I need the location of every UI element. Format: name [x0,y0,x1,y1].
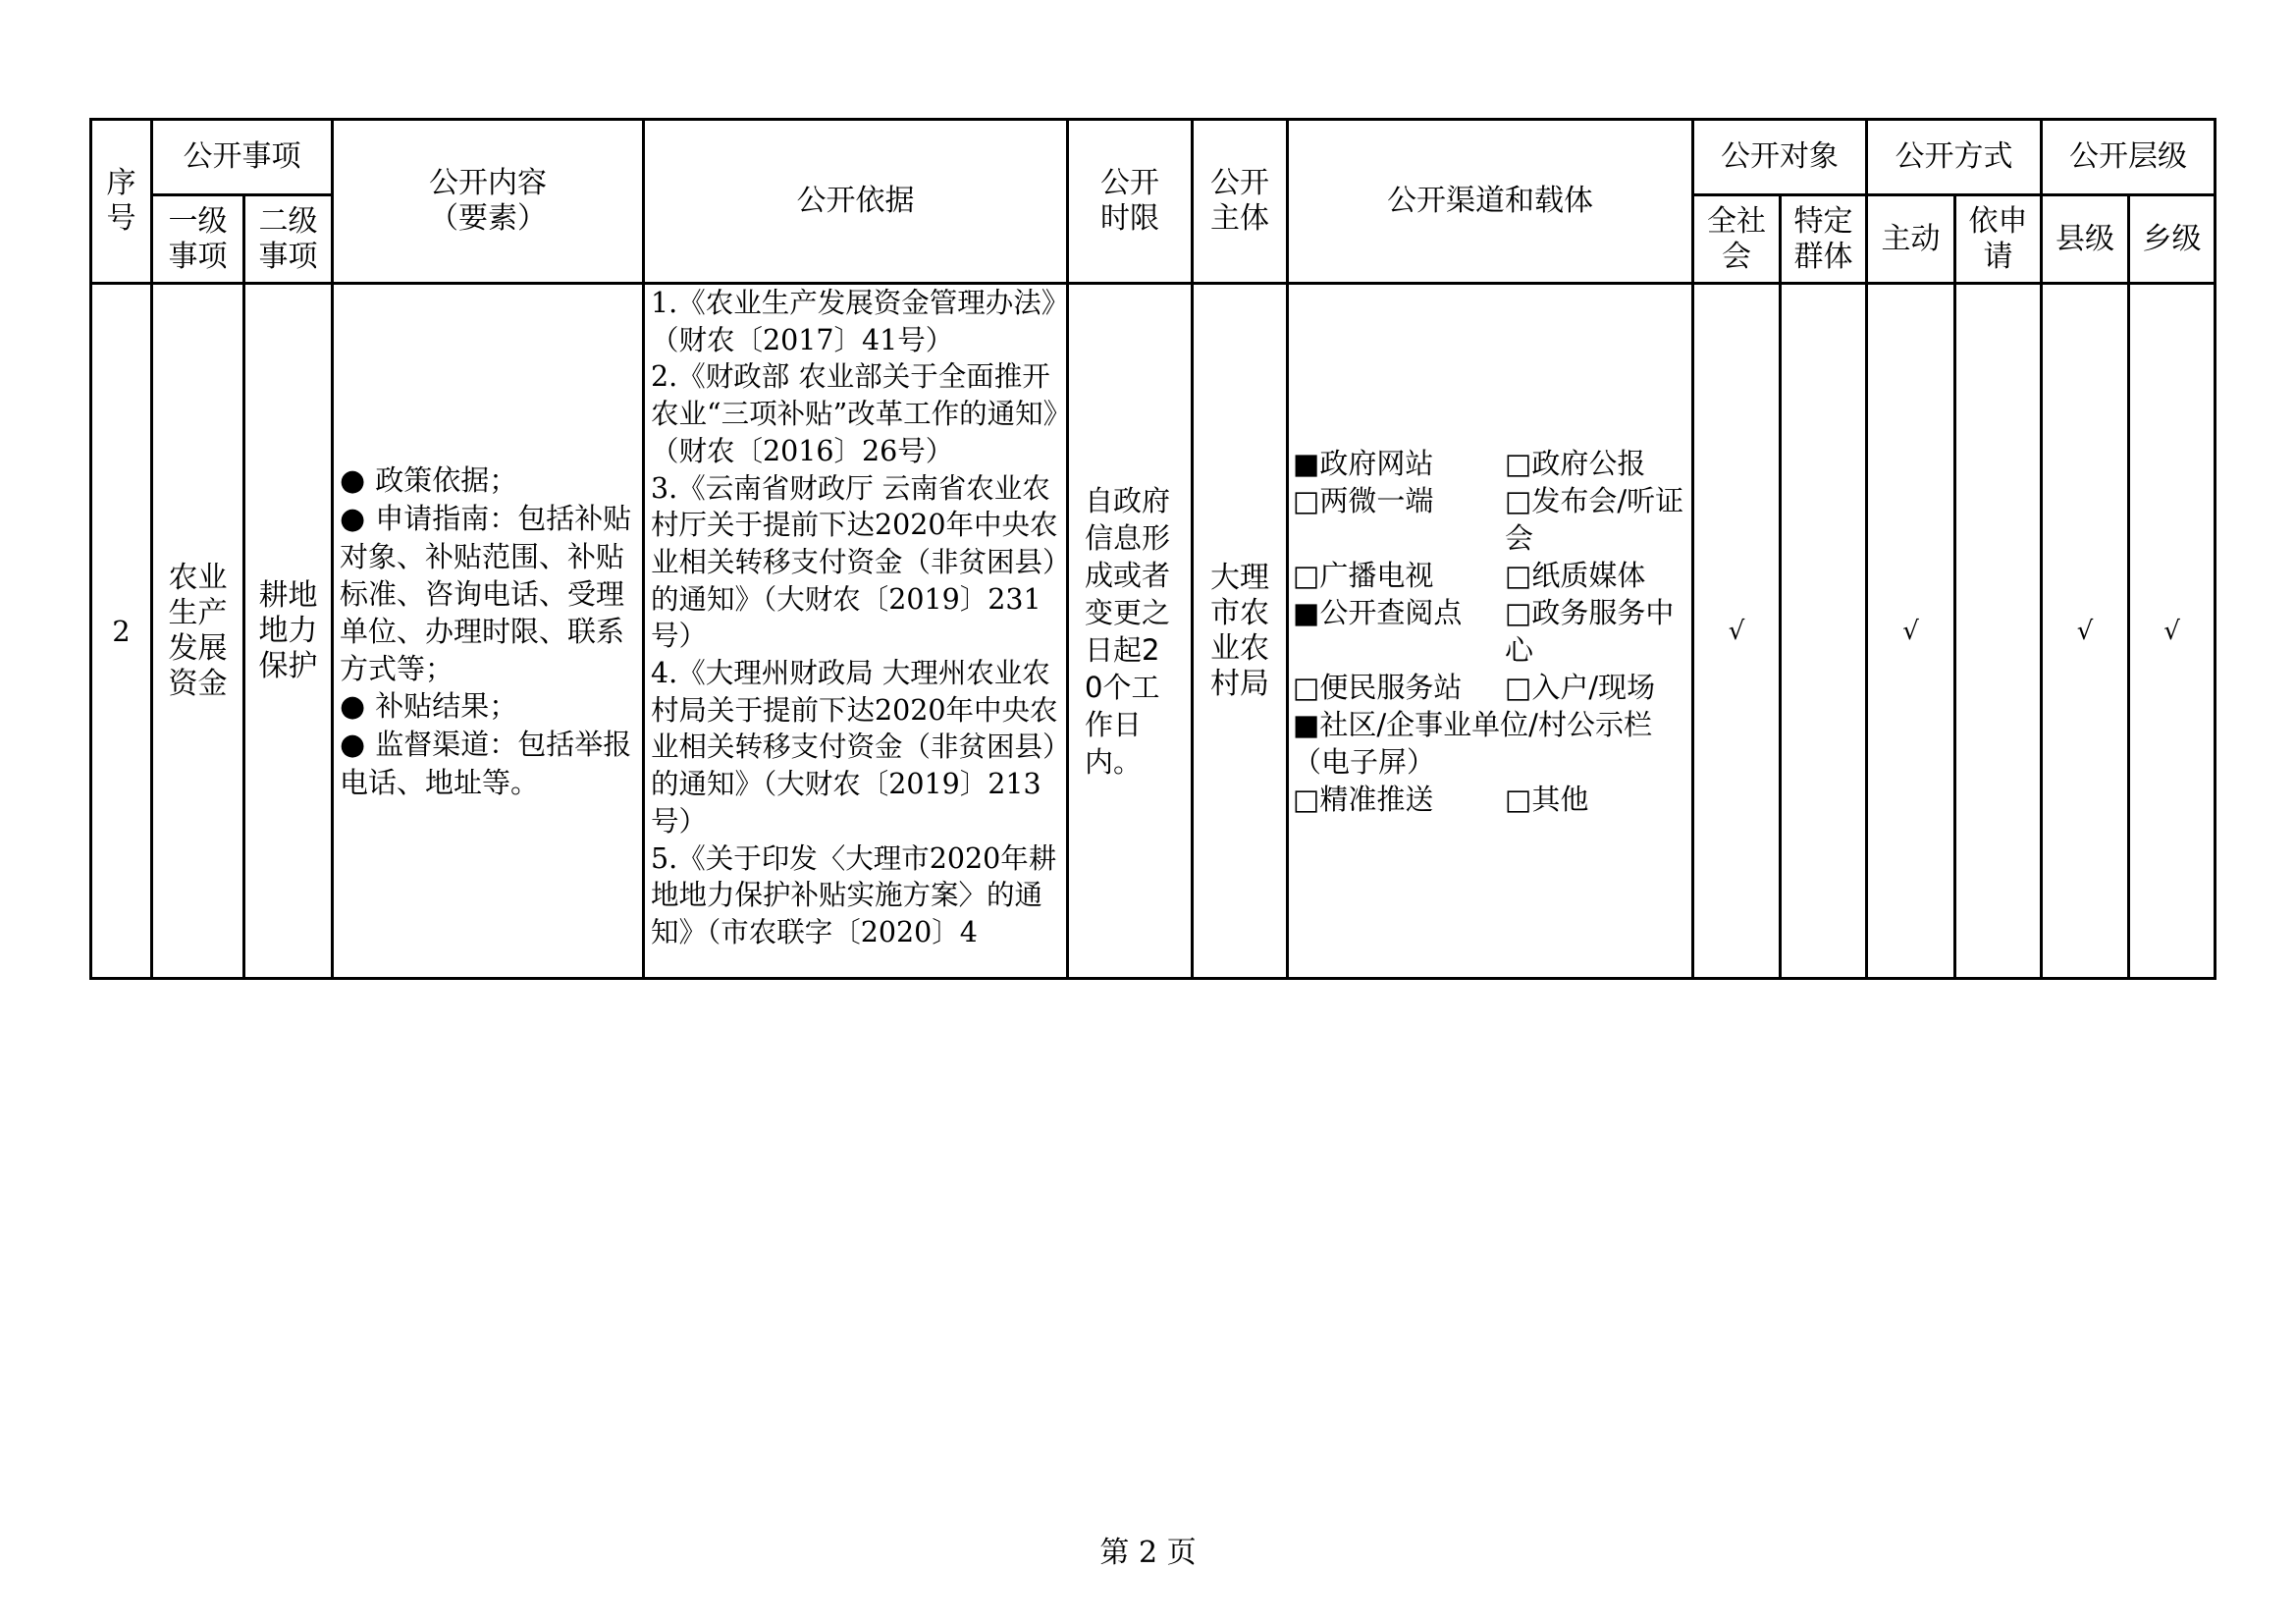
level-town-header: 乡级 [2129,195,2216,284]
target-all-header: 全社会 [1693,195,1781,284]
content-item-text: 申请指南：包括补贴对象、补贴范围、补贴标准、咨询电话、受理单位、办理时限、联系方式等； [340,501,632,685]
basis-item: 2.《财政部 农业部关于全面推开农业“三项补贴”改革工作的通知》（财农〔2016〕26号） [651,360,1057,467]
bullet-icon: ● [340,688,366,724]
disclosure-table [89,118,2216,980]
bullet-icon: ● [340,462,366,498]
content-item [340,500,636,687]
content-item [340,687,636,726]
row-basis [644,284,1068,979]
basis-item: 5.《关于印发〈大理市2020年耕地地力保护补贴实施方案〉的通知》（市农联字〔2020〕4 [651,841,1057,948]
time-limit-header: 公开时限 [1068,120,1193,284]
bullet-icon: ● [340,501,366,536]
channel-option: ■政府网站 [1293,446,1434,480]
level-county-header: 县级 [2042,195,2129,284]
channel-option: □政府公报 [1505,446,1646,480]
level-header: 公开层级 [2042,120,2216,195]
row-level2: 耕地地力保护 [244,284,333,979]
serial-header: 序号 [91,120,152,284]
content-list [340,461,636,801]
channel-option: □发布会/听证会 [1505,483,1684,555]
channel-row [1293,594,1687,669]
subject-header: 公开主体 [1193,120,1288,284]
basis-list [651,285,1066,974]
page-number: 第 2 页 [1099,1536,1197,1570]
channel-option: □精准推送 [1293,782,1434,816]
channel-option: ■公开查阅点 [1293,595,1463,629]
method-header: 公开方式 [1867,120,2042,195]
method-active-header: 主动 [1867,195,1955,284]
basis-header: 公开依据 [644,120,1068,284]
row-time-limit: 自政府信息形成或者变更之日起20个工作日内。 [1068,284,1193,979]
row-subject: 大理市农业农村局 [1193,284,1288,979]
target-group-header: 特定群体 [1781,195,1867,284]
check-method-apply [1955,284,2042,979]
content-item-text: 补贴结果； [375,688,518,723]
check-target-all: √ [1693,284,1781,979]
content-item-text: 监督渠道：包括举报电话、地址等。 [340,727,632,799]
channel-option: □两微一端 [1293,483,1434,517]
channels-header: 公开渠道和载体 [1288,120,1693,284]
check-method-active: √ [1867,284,1955,979]
channel-option: □便民服务站 [1293,670,1463,704]
channel-row [1293,445,1687,482]
channel-option: □广播电视 [1293,558,1434,592]
channel-row [1293,706,1687,781]
target-header: 公开对象 [1693,120,1867,195]
channel-option: □纸质媒体 [1505,558,1646,592]
check-target-group [1781,284,1867,979]
basis-item: 4.《大理州财政局 大理州农业农村局关于提前下达2020年中央农业相关转移支付资金（非贫困县）的通知》（大财农〔2019〕213号） [651,657,1058,838]
channel-row [1293,557,1687,594]
check-level-town: √ [2129,284,2216,979]
row-serial: 2 [91,284,152,979]
channel-row [1293,781,1687,818]
check-level-county: √ [2042,284,2129,979]
content-item [340,461,636,500]
basis-item: 1.《农业生产发展资金管理办法》（财农〔2017〕41号） [651,287,1055,356]
basis-item: 3.《云南省财政厅 云南省农业农村厅关于提前下达2020年中央农业相关转移支付资金（非贫困县）的通知》（大财农〔2019〕231号） [651,471,1058,653]
channel-option: □入户/现场 [1505,670,1656,704]
content-item [340,726,636,801]
row-level1: 农业生产发展资金 [152,284,244,979]
level2-header: 二级事项 [244,195,333,284]
channel-option: □其他 [1505,782,1589,816]
content-item-text: 政策依据； [375,462,518,497]
channel-option: ■社区/企事业单位/村公示栏（电子屏） [1293,707,1652,779]
level1-header: 一级事项 [152,195,244,284]
channel-row [1293,482,1687,557]
bullet-icon: ● [340,727,366,762]
channel-list [1293,445,1687,818]
row-channels [1288,284,1693,979]
method-apply-header: 依申请 [1955,195,2042,284]
row-content [333,284,644,979]
channel-row [1293,669,1687,706]
items-header: 公开事项 [152,120,333,195]
content-header: 公开内容 （要素） [333,120,644,284]
channel-option: □政务服务中心 [1505,595,1675,667]
